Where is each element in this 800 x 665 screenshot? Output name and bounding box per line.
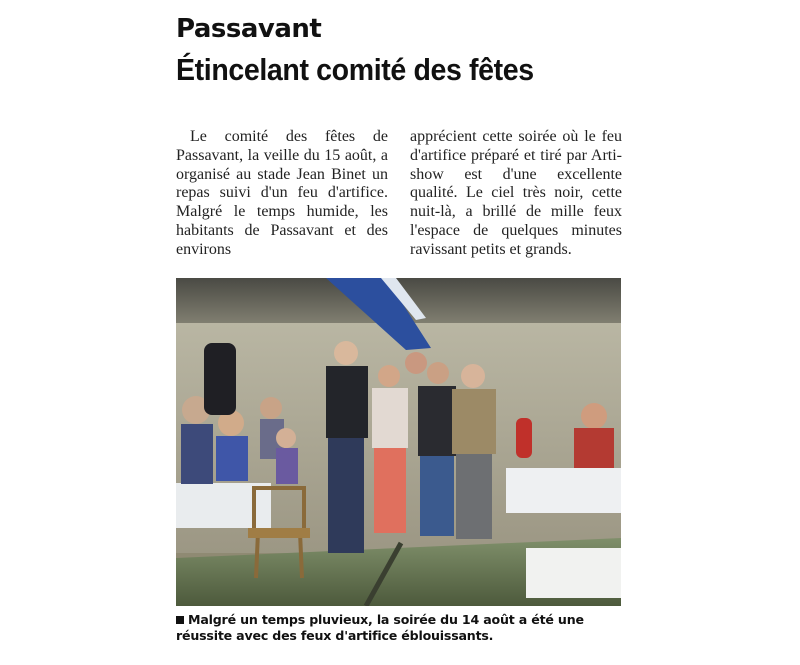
- article-column-1: [176, 128, 388, 260]
- article-photo: [176, 278, 621, 606]
- person: [276, 428, 296, 448]
- caption-text: Malgré un temps pluvieux, la soirée du 14 août a été une réussite avec des feux d'artifice éblouissants.: [176, 612, 584, 643]
- column-2-text: apprécient cette soirée où le feu d'artifice préparé et tiré par Arti-show est d'une excellente qualité. Le ciel très noir, cette nuit-là, a brillé de mille feux l'espace de quelques minutes ravissant petits et grands.: [410, 128, 622, 258]
- hanging-coat: [204, 343, 236, 415]
- person: [260, 397, 282, 419]
- newspaper-clipping: [170, 8, 625, 648]
- article-headline: Étincelant comité des fêtes: [176, 52, 534, 87]
- person: [574, 428, 614, 468]
- person: [276, 448, 298, 484]
- column-1-text: Le comité des fêtes de Passavant, la veille du 15 août, a organisé au stade Jean Binet un repas suivi d'un feu d'artifice. Malgré le temps humide, les habitants de Passavant et des environs: [176, 128, 388, 258]
- person: [181, 424, 213, 484]
- photo-caption: [176, 612, 626, 644]
- person: [581, 403, 607, 429]
- fire-extinguisher: [516, 418, 532, 458]
- table-front: [526, 548, 621, 598]
- caption-bullet: [176, 616, 184, 624]
- photo-scene: [176, 278, 621, 606]
- article-kicker: Passavant: [176, 14, 322, 44]
- person: [216, 436, 248, 481]
- table-right: [506, 468, 621, 513]
- article-column-2: [410, 128, 622, 260]
